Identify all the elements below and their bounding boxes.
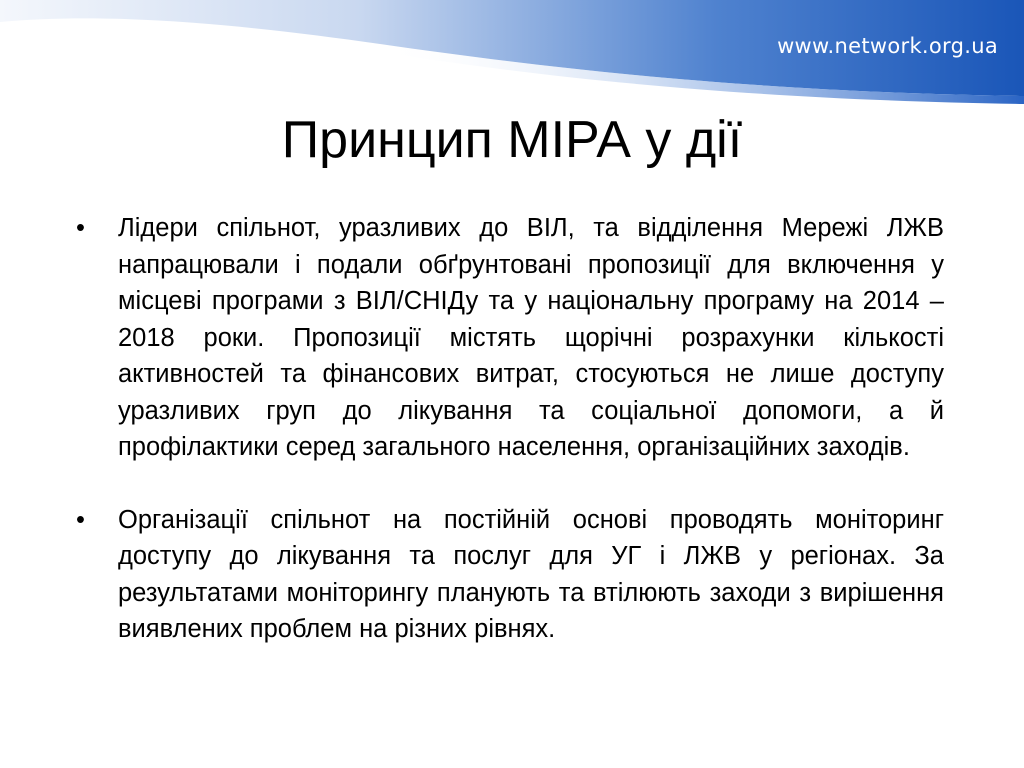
bullet-marker: • xyxy=(76,214,85,242)
bullet-item xyxy=(76,210,944,466)
bullet-text: Лідери спільнот, уразливих до ВІЛ, та відділення Мережі ЛЖВ напрацювали і подали обґрунтовані пропозиції для включення у місцеві програми з ВІЛ/СНІДу та у національну програму на 2014 – 2018 роки. Пропозиції містять щорічні розрахунки кількості активностей та фінансових витрат, стосуються не лише доступу уразливих груп до лікування та соціальної допомоги, а й профілактики серед загального населення, організаційних заходів. xyxy=(118,214,944,461)
bullet-list xyxy=(76,210,944,648)
bullet-item xyxy=(76,502,944,648)
site-url: www.network.org.ua xyxy=(777,34,998,58)
slide-title: Принцип МІРА у дії xyxy=(281,111,743,169)
bullet-marker: • xyxy=(76,505,85,534)
bullet-text: Організації спільнот на постійній основі проводять моніторинг доступу до лікування та послуг для УГ і ЛЖВ у регіонах. За результатами моніторингу планують та втілюють заходи з вирішення виявлених проблем на різних рівнях. xyxy=(118,505,944,643)
